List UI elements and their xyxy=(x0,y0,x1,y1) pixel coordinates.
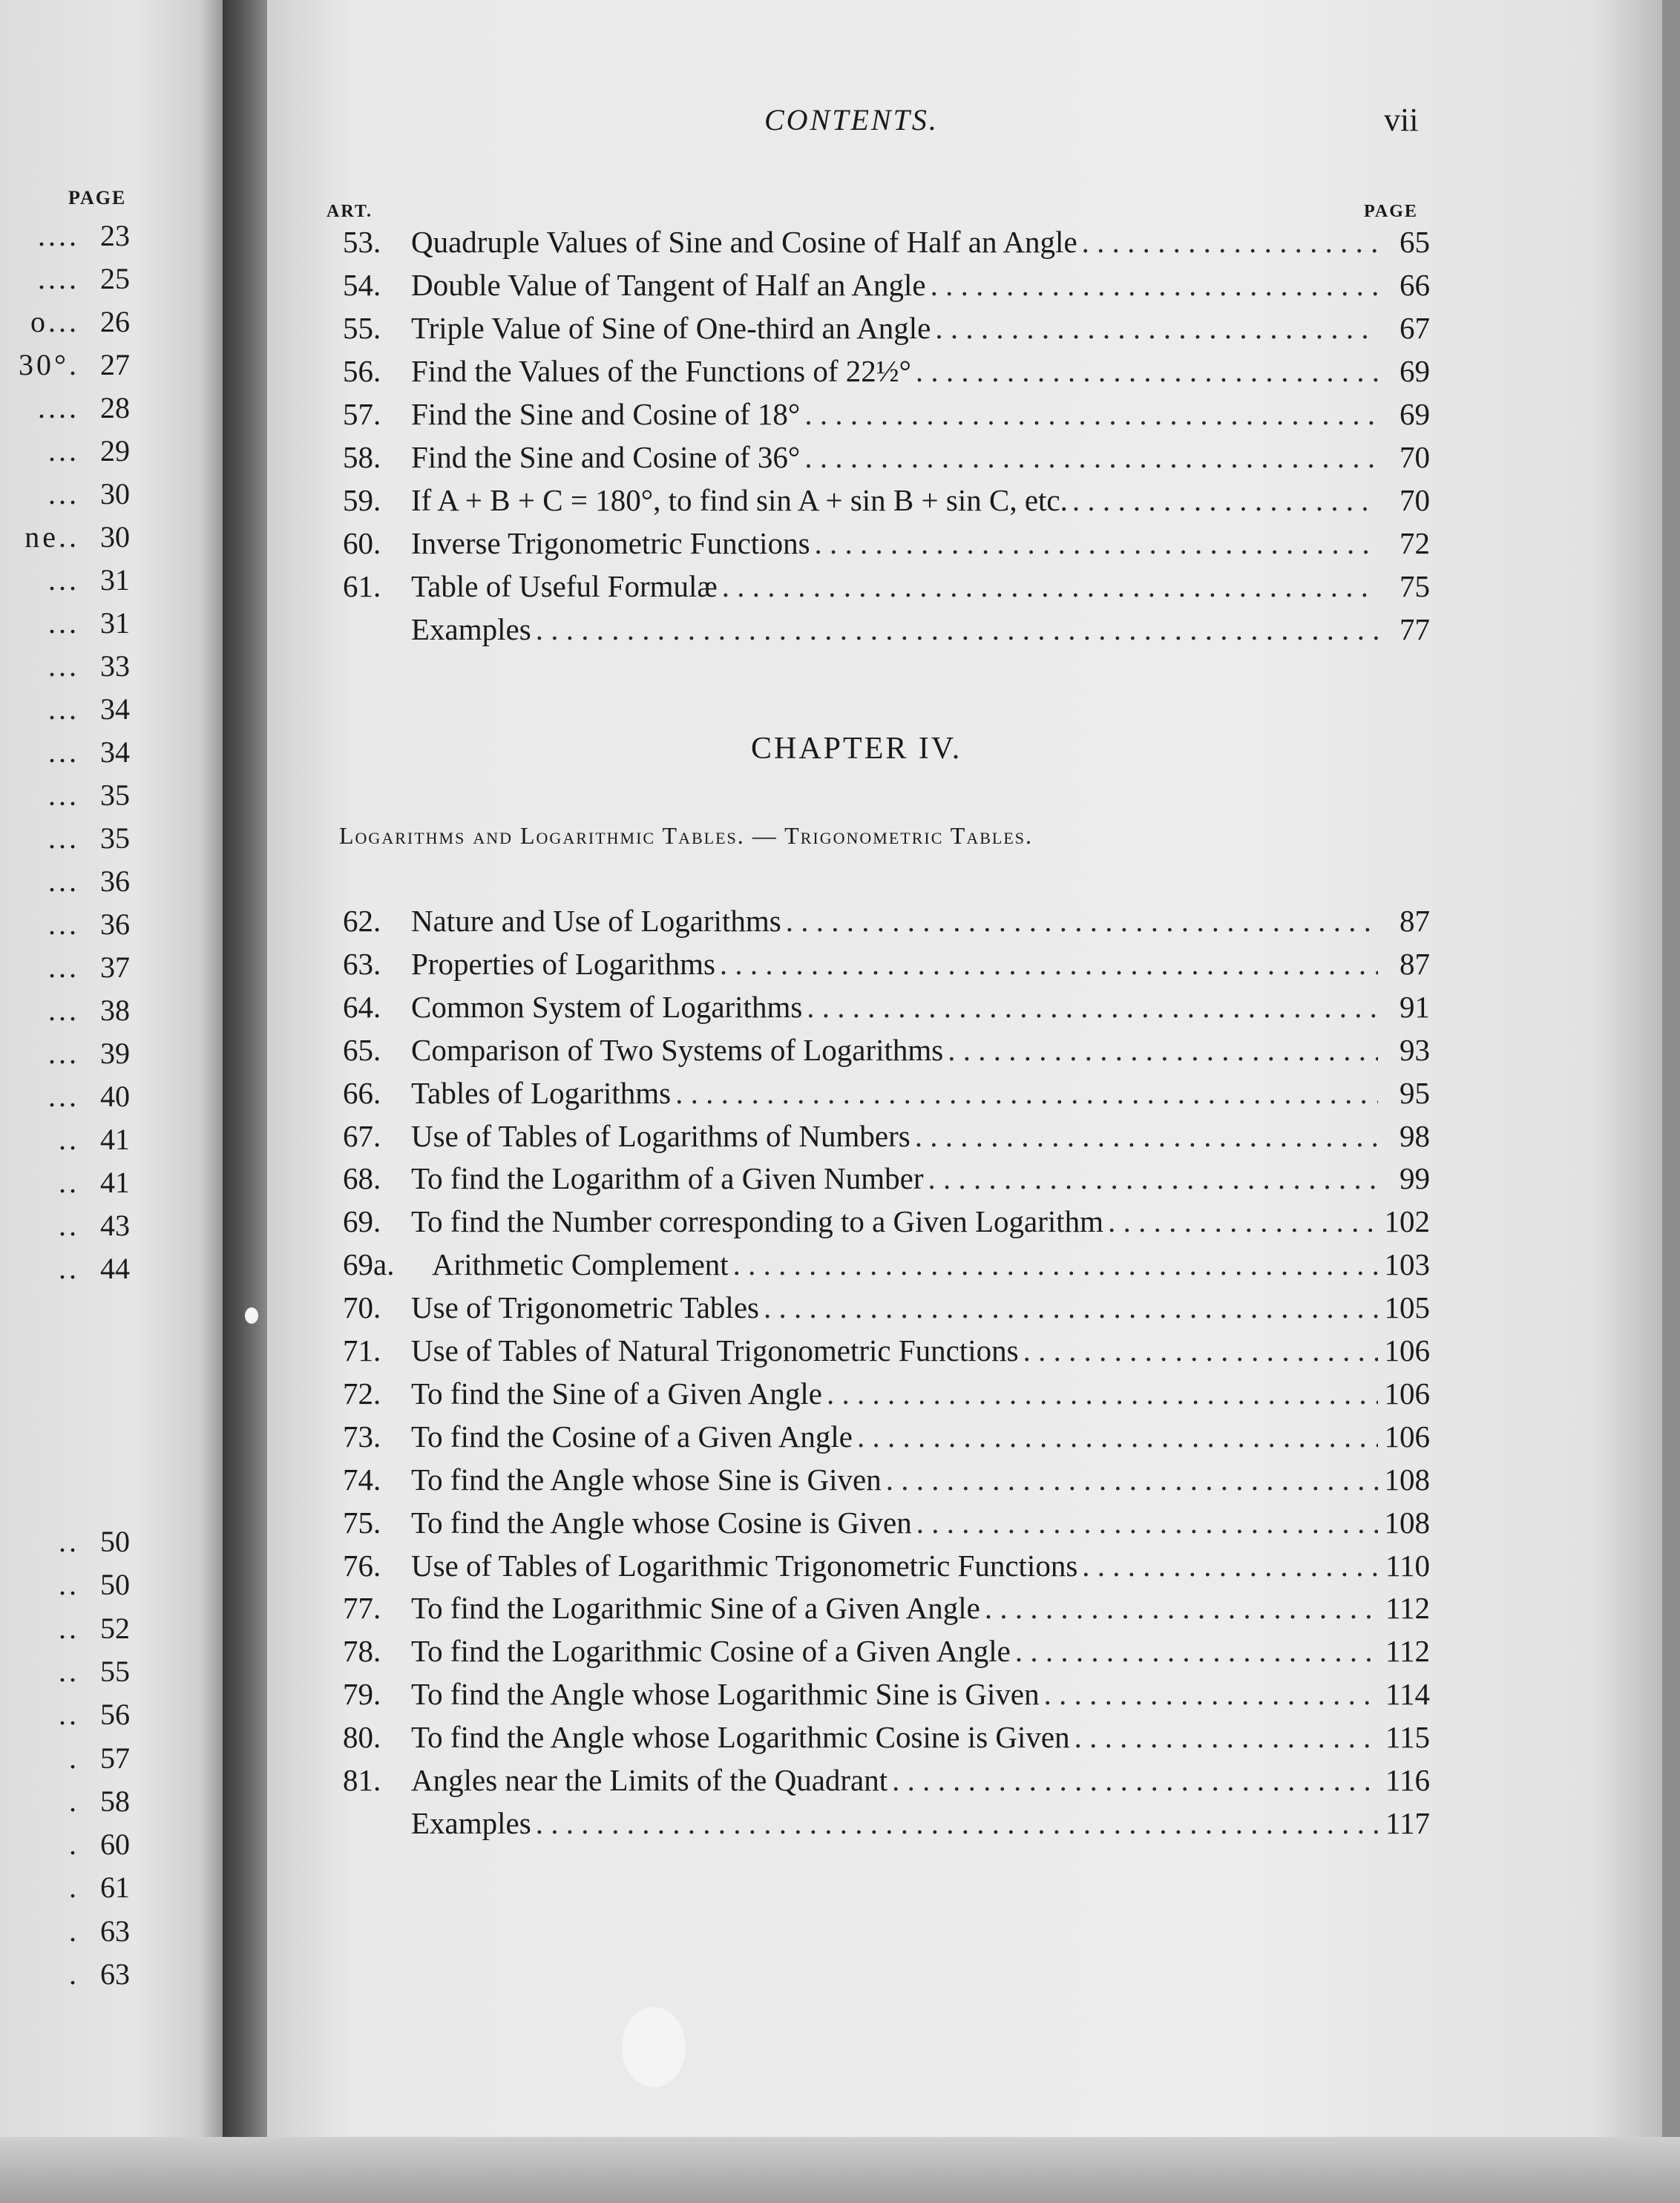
toc-entry xyxy=(343,1548,1430,1591)
toc-entry-page: 105 xyxy=(1384,1290,1430,1325)
toc-entry-title: To find the Sine of a Given Angle xyxy=(411,1376,822,1411)
left-page-entry-page: 31 xyxy=(100,563,130,597)
toc-entry xyxy=(343,1719,1430,1762)
toc-entry-page: 103 xyxy=(1384,1247,1430,1282)
dot-leader xyxy=(781,903,1378,939)
left-page-entry-page: 50 xyxy=(100,1568,130,1602)
dot-leader xyxy=(882,1462,1378,1497)
toc-entry-title: Comparison of Two Systems of Logarithms xyxy=(411,1032,944,1067)
left-page-entry-fragment: ... xyxy=(48,563,79,597)
toc-entry-title: To find the Cosine of a Given Angle xyxy=(411,1419,853,1454)
toc-entry-page: 112 xyxy=(1385,1634,1430,1669)
toc-entry-title: To find the Angle whose Logarithmic Cosine is Given xyxy=(411,1720,1070,1755)
toc-entry-page: 106 xyxy=(1384,1333,1430,1368)
toc-entry-number: 63. xyxy=(343,946,381,981)
left-page-entry xyxy=(48,645,130,688)
toc-entry xyxy=(343,439,1430,482)
toc-entry xyxy=(343,310,1430,353)
toc-entry xyxy=(343,1247,1430,1290)
dot-leader xyxy=(887,1762,1378,1798)
left-page-entry-fragment: ... xyxy=(48,1080,79,1113)
toc-entry-page: 87 xyxy=(1400,904,1430,938)
toc-entry-page: 65 xyxy=(1400,225,1430,259)
left-page-entry-page: 26 xyxy=(100,305,130,338)
toc-entry-number: 58. xyxy=(343,440,381,474)
toc-entry-number: 56. xyxy=(343,354,381,388)
toc-entry xyxy=(343,1762,1430,1805)
toc-entry-number: 55. xyxy=(343,311,381,345)
toc-entry xyxy=(343,224,1430,267)
left-page-entry xyxy=(59,1247,130,1290)
toc-entry xyxy=(343,1505,1430,1548)
toc-entry-number: 69a. xyxy=(343,1247,395,1282)
toc-entry-page: 99 xyxy=(1400,1161,1430,1196)
dot-leader xyxy=(1011,1633,1378,1669)
left-page-entry-fragment: 30°. xyxy=(19,348,79,381)
toc-entry-page: 75 xyxy=(1400,569,1430,603)
toc-entry-number: 59. xyxy=(343,483,381,517)
left-page-entry xyxy=(24,516,130,559)
left-page-entry-page: 52 xyxy=(100,1611,130,1645)
chapter-subtitle: Logarithms and Logarithmic Tables. — Trigonometric Tables. xyxy=(339,822,1034,849)
dot-leader xyxy=(715,946,1378,982)
left-page-entry-page: 60 xyxy=(100,1828,130,1862)
toc-entry-title: Use of Tables of Logarithmic Trigonometric Functions xyxy=(411,1548,1078,1583)
dot-leader xyxy=(718,568,1378,604)
toc-entry-page: 116 xyxy=(1385,1763,1430,1797)
toc-entry xyxy=(343,1204,1430,1247)
left-page-entry-fragment: . xyxy=(69,1914,79,1948)
page-number: vii xyxy=(1384,102,1419,138)
dot-leader xyxy=(912,1505,1378,1540)
toc-entry-title: Use of Trigonometric Tables xyxy=(411,1290,759,1325)
toc-entry-page: 102 xyxy=(1384,1204,1430,1239)
left-page-entry-page: 39 xyxy=(100,1037,130,1070)
dot-leader xyxy=(980,1590,1378,1626)
toc-entry xyxy=(343,1075,1430,1118)
left-page-entry xyxy=(48,1032,130,1075)
dot-leader xyxy=(1077,224,1378,260)
dot-leader xyxy=(924,1160,1378,1196)
left-page-entry-page: 29 xyxy=(100,434,130,467)
toc-entry-number: 73. xyxy=(343,1419,381,1454)
left-page-entry xyxy=(48,989,130,1032)
toc-entry-title: Use of Tables of Natural Trigonometric Functions xyxy=(411,1333,1019,1368)
left-page-entry-page: 57 xyxy=(100,1741,130,1775)
page-column-label: PAGE xyxy=(1364,202,1418,221)
left-page-entry xyxy=(59,1693,130,1736)
toc-entry-title: To find the Number corresponding to a Given Logarithm xyxy=(411,1204,1104,1239)
toc-entry-page: 108 xyxy=(1384,1462,1430,1497)
dot-leader xyxy=(800,439,1378,475)
toc-entry-page: 110 xyxy=(1385,1548,1430,1583)
left-page-entry-fragment: ... xyxy=(48,951,79,984)
left-page-entry-page: 41 xyxy=(100,1123,130,1156)
toc-entry xyxy=(343,1462,1430,1505)
left-page-entry xyxy=(38,214,130,257)
left-page-entry-fragment: ... xyxy=(48,907,79,941)
toc-entry-number: 80. xyxy=(343,1720,381,1755)
toc-entry xyxy=(343,1290,1430,1333)
toc-entry-page: 91 xyxy=(1400,989,1430,1024)
toc-entry-page: 117 xyxy=(1385,1805,1430,1840)
toc-entry-number: 77. xyxy=(343,1591,381,1626)
toc-entry-number: 67. xyxy=(343,1118,381,1153)
left-page-entry xyxy=(48,903,130,946)
left-page-entry xyxy=(19,344,130,387)
left-page-entry-fragment: . xyxy=(69,1871,79,1905)
left-page-entry-page: 40 xyxy=(100,1080,130,1113)
left-page-entry xyxy=(30,301,130,344)
toc-entry-title: If A + B + C = 180°, to find sin A + sin B + sin C, etc. xyxy=(411,483,1068,517)
toc-entry-page: 77 xyxy=(1400,612,1430,646)
left-page-entry-page: 61 xyxy=(100,1871,130,1905)
toc-entry-number: 79. xyxy=(343,1677,381,1712)
dot-leader xyxy=(800,396,1378,432)
left-page-entry xyxy=(69,1910,130,1953)
toc-entry-title: Use of Tables of Logarithms of Numbers xyxy=(411,1118,910,1153)
page-bottom-edge xyxy=(0,2137,1680,2203)
toc-entry-number: 64. xyxy=(343,989,381,1024)
toc-entry-title: To find the Angle whose Cosine is Given xyxy=(411,1505,912,1540)
left-page-entry-page: 27 xyxy=(100,348,130,381)
paper-blemish xyxy=(245,1307,258,1324)
left-page-entry-fragment: .... xyxy=(38,219,79,252)
toc-entry-title: To find the Logarithm of a Given Number xyxy=(411,1161,924,1196)
dot-leader xyxy=(910,1118,1378,1154)
left-page-entry xyxy=(48,1075,130,1118)
toc-entry-title: Triple Value of Sine of One-third an Angle xyxy=(411,311,931,345)
dot-leader xyxy=(759,1290,1378,1325)
toc-entry-title: Arithmetic Complement xyxy=(432,1247,729,1282)
toc-entry-title: Common System of Logarithms xyxy=(411,989,803,1024)
toc-entry-page: 70 xyxy=(1400,440,1430,474)
toc-entry-page: 69 xyxy=(1400,354,1430,388)
toc-entry-title: To find the Angle whose Logarithmic Sine is Given xyxy=(411,1677,1040,1712)
toc-entry-page: 98 xyxy=(1400,1118,1430,1153)
dot-leader xyxy=(1040,1676,1378,1712)
left-page-entry-fragment: ... xyxy=(48,606,79,640)
left-page-entry-fragment: .. xyxy=(59,1123,79,1156)
left-page-entry-fragment: o... xyxy=(30,305,79,338)
toc-entry-number: 60. xyxy=(343,526,381,560)
toc-entry-page: 93 xyxy=(1400,1032,1430,1067)
left-page-entry-fragment: ... xyxy=(48,692,79,726)
dot-leader xyxy=(729,1247,1378,1282)
dot-leader xyxy=(802,989,1378,1025)
left-page-entry-fragment: . xyxy=(69,1741,79,1775)
left-page-entry xyxy=(48,559,130,602)
toc-entry xyxy=(343,525,1430,568)
left-page-entry-fragment: . xyxy=(69,1828,79,1862)
dot-leader xyxy=(853,1419,1378,1454)
left-page-entry xyxy=(59,1520,130,1563)
left-page-entry xyxy=(48,731,130,774)
dot-leader xyxy=(1070,1719,1378,1755)
toc-entry xyxy=(343,903,1430,946)
toc-entry-title: Examples xyxy=(411,1805,531,1840)
left-page-entry-page: 35 xyxy=(100,778,130,812)
left-page-entry-fragment: .. xyxy=(59,1166,79,1199)
left-page-entry-fragment: ne.. xyxy=(24,520,79,554)
left-page-entry-page: 30 xyxy=(100,520,130,554)
toc-entry-page: 112 xyxy=(1385,1591,1430,1626)
toc-entry xyxy=(343,1590,1430,1633)
left-page-entry-page: 36 xyxy=(100,907,130,941)
left-page-entry-page: 34 xyxy=(100,735,130,769)
left-page-entry-fragment: ... xyxy=(48,434,79,467)
toc-entry-number: 75. xyxy=(343,1505,381,1540)
left-page-entry-page: 41 xyxy=(100,1166,130,1199)
left-page-entry-page: 56 xyxy=(100,1698,130,1732)
toc-entry-number: 65. xyxy=(343,1032,381,1067)
toc-entry-number: 81. xyxy=(343,1763,381,1797)
left-page-entry xyxy=(48,774,130,817)
toc-entry-title: Angles near the Limits of the Quadrant xyxy=(411,1763,888,1797)
toc-entry-number: 76. xyxy=(343,1548,381,1583)
left-page-entry-page: 38 xyxy=(100,994,130,1027)
left-page-entry xyxy=(48,946,130,989)
toc-entry-title: Find the Sine and Cosine of 36° xyxy=(411,440,801,474)
toc-entry-title: To find the Angle whose Sine is Given xyxy=(411,1462,882,1497)
left-page-entry xyxy=(48,688,130,731)
toc-entry-title: Quadruple Values of Sine and Cosine of Half an Angle xyxy=(411,225,1077,259)
toc-entry-title: Find the Values of the Functions of 22½° xyxy=(411,354,911,388)
dot-leader xyxy=(931,310,1378,346)
dot-leader xyxy=(531,611,1378,647)
toc-entry-title: Tables of Logarithms xyxy=(411,1075,672,1110)
left-page-entry-fragment: ... xyxy=(48,994,79,1027)
toc-entry xyxy=(343,1805,1430,1848)
left-page-entry-page: 36 xyxy=(100,864,130,898)
dot-leader xyxy=(671,1075,1378,1111)
left-page-entry-fragment: ... xyxy=(48,649,79,683)
left-page-entry xyxy=(59,1118,130,1161)
dot-leader xyxy=(810,525,1378,561)
dot-leader xyxy=(926,267,1378,303)
toc-entry-number: 72. xyxy=(343,1376,381,1411)
toc-entry-page: 72 xyxy=(1400,526,1430,560)
left-page-entry-page: 43 xyxy=(100,1209,130,1242)
toc-entry-page: 114 xyxy=(1385,1677,1430,1712)
left-page xyxy=(0,0,223,2203)
left-page-entry xyxy=(69,1737,130,1780)
toc-entry-page: 108 xyxy=(1384,1505,1430,1540)
toc-entry-number: 68. xyxy=(343,1161,381,1196)
left-page-entry-page: 44 xyxy=(100,1252,130,1285)
dot-leader xyxy=(822,1376,1378,1411)
running-head: CONTENTS. xyxy=(764,103,939,137)
left-page-entry-page: 50 xyxy=(100,1525,130,1558)
left-page-entry-fragment: .. xyxy=(59,1209,79,1242)
left-page-entry-fragment: .... xyxy=(38,391,79,424)
page-edge xyxy=(1662,0,1680,2203)
dot-leader xyxy=(911,353,1378,389)
toc-entry-title: Nature and Use of Logarithms xyxy=(411,904,781,938)
toc-entry-title: To find the Logarithmic Cosine of a Given Angle xyxy=(411,1634,1011,1669)
left-page-entry xyxy=(59,1607,130,1650)
left-page-entry xyxy=(38,387,130,430)
left-page-entry xyxy=(59,1563,130,1606)
toc-entry-page: 106 xyxy=(1384,1419,1430,1454)
toc-entry-number: 53. xyxy=(343,225,381,259)
left-page-entry-page: 55 xyxy=(100,1654,130,1688)
toc-entry-number: 62. xyxy=(343,904,381,938)
left-page-entry-fragment: ... xyxy=(48,477,79,510)
left-page-entry-page: 63 xyxy=(100,1957,130,1991)
toc-entry-title: Table of Useful Formulæ xyxy=(411,569,718,603)
toc-entry xyxy=(343,568,1430,611)
left-page-entry xyxy=(59,1161,130,1204)
toc-entry xyxy=(343,989,1430,1032)
toc-entry-page: 69 xyxy=(1400,397,1430,431)
art-column-label: ART. xyxy=(327,202,373,221)
left-page-entry xyxy=(69,1823,130,1866)
toc-entry-page: 115 xyxy=(1385,1720,1430,1755)
left-page-entry-page: 25 xyxy=(100,262,130,295)
toc-entry xyxy=(343,267,1430,310)
left-page-entry-page: 34 xyxy=(100,692,130,726)
toc-entry-number: 74. xyxy=(343,1462,381,1497)
left-page-entry-fragment: .. xyxy=(59,1525,79,1558)
left-page-entry-fragment: . xyxy=(69,1784,79,1818)
left-page-label: PAGE xyxy=(68,187,127,209)
left-page-entry-fragment: ... xyxy=(48,735,79,769)
dot-leader xyxy=(1077,1548,1378,1583)
left-page-entry-page: 30 xyxy=(100,477,130,510)
toc-entry xyxy=(343,482,1430,525)
toc-entry-page: 66 xyxy=(1400,268,1430,302)
left-page-entry xyxy=(59,1204,130,1247)
left-page-entry xyxy=(48,473,130,516)
toc-entry-title: Double Value of Tangent of Half an Angle xyxy=(411,268,926,302)
toc-entry-number: 61. xyxy=(343,569,381,603)
left-page-entry-fragment: ... xyxy=(48,864,79,898)
left-page-entry xyxy=(48,430,130,473)
left-page-entry xyxy=(59,1650,130,1693)
toc-entry-title: Inverse Trigonometric Functions xyxy=(411,526,810,560)
left-page-entry-page: 23 xyxy=(100,219,130,252)
left-page-entry-fragment: ... xyxy=(48,1037,79,1070)
toc-entry xyxy=(343,1118,1430,1161)
toc-entry xyxy=(343,1160,1430,1204)
toc-entry xyxy=(343,1376,1430,1419)
left-page-entry-page: 37 xyxy=(100,951,130,984)
toc-entry-title: Find the Sine and Cosine of 18° xyxy=(411,397,801,431)
left-page-entry-fragment: .. xyxy=(59,1252,79,1285)
toc-entry-number: 69. xyxy=(343,1204,381,1239)
left-page-entry-page: 28 xyxy=(100,391,130,424)
toc-entry xyxy=(343,611,1430,654)
toc-entry-number: 66. xyxy=(343,1075,381,1110)
toc-entry xyxy=(343,1333,1430,1376)
toc-entry xyxy=(343,946,1430,989)
left-page-entry-fragment: .. xyxy=(59,1698,79,1732)
toc-entry-page: 67 xyxy=(1400,311,1430,345)
left-page-entry-fragment: ... xyxy=(48,821,79,855)
left-page-entry xyxy=(69,1953,130,1996)
toc-entry xyxy=(343,1633,1430,1676)
dot-leader xyxy=(531,1805,1378,1841)
toc-entry-title: To find the Logarithmic Sine of a Given Angle xyxy=(411,1591,980,1626)
toc-entry-page: 87 xyxy=(1400,946,1430,981)
left-page-entry-fragment: .. xyxy=(59,1654,79,1688)
left-page-entry xyxy=(48,602,130,645)
left-page-entry-page: 58 xyxy=(100,1784,130,1818)
toc-entry xyxy=(343,396,1430,439)
left-page-entry xyxy=(48,860,130,903)
toc-entry xyxy=(343,353,1430,396)
left-page-entry-fragment: .... xyxy=(38,262,79,295)
left-page-entry-fragment: . xyxy=(69,1957,79,1991)
left-page-entry-page: 63 xyxy=(100,1914,130,1948)
dot-leader xyxy=(1019,1333,1378,1368)
toc-entry-page: 95 xyxy=(1400,1075,1430,1110)
dot-leader xyxy=(943,1032,1378,1068)
toc-entry-number: 71. xyxy=(343,1333,381,1368)
toc-entry-number: 78. xyxy=(343,1634,381,1669)
left-page-entry xyxy=(69,1780,130,1823)
left-page-entry-page: 33 xyxy=(100,649,130,683)
left-page-entry-page: 35 xyxy=(100,821,130,855)
toc-entry xyxy=(343,1032,1430,1075)
dot-leader xyxy=(1068,482,1378,518)
toc-entry-page: 70 xyxy=(1400,483,1430,517)
toc-entry-page: 106 xyxy=(1384,1376,1430,1411)
left-page-entry xyxy=(48,817,130,860)
left-page-entry-fragment: .. xyxy=(59,1568,79,1602)
dot-leader xyxy=(1103,1204,1378,1239)
left-page-entry-fragment: ... xyxy=(48,778,79,812)
toc-entry-number: 54. xyxy=(343,268,381,302)
toc-entry-title: Examples xyxy=(411,612,531,646)
toc-entry-number: 70. xyxy=(343,1290,381,1325)
toc-entry xyxy=(343,1419,1430,1462)
chapter-heading: CHAPTER IV. xyxy=(751,732,962,766)
left-page-entry xyxy=(38,257,130,301)
toc-entry xyxy=(343,1676,1430,1719)
paper-blemish xyxy=(622,2007,686,2087)
left-page-entry-page: 31 xyxy=(100,606,130,640)
book-gutter xyxy=(223,0,267,2203)
left-page-entry-fragment: .. xyxy=(59,1611,79,1645)
left-page-entry xyxy=(69,1866,130,1909)
toc-entry-title: Properties of Logarithms xyxy=(411,946,715,981)
toc-entry-number: 57. xyxy=(343,397,381,431)
